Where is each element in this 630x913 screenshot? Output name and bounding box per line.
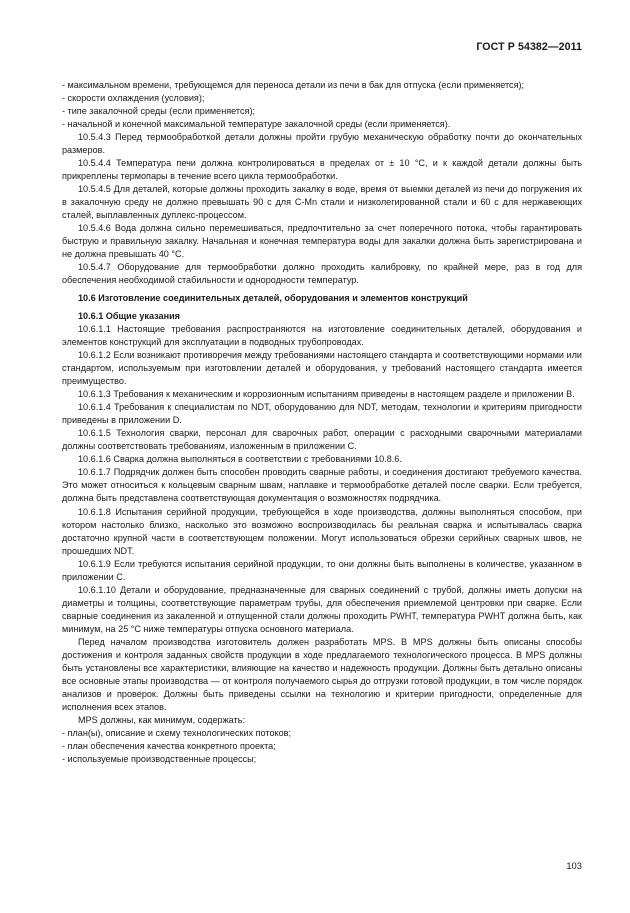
document-body xyxy=(62,79,582,766)
paragraph: 10.6.1.8 Испытания серийной продукции, требующейся в ходе производства, должны выполняться способом, при котором настолько близко, насколько это возможно воспроизводилась бы реальная сварка и испытывалась сварка достаточно крупной части в соответствующем положении. Могут использоваться обрезки серийных сварных швов, не прошедших NDT. xyxy=(62,506,582,556)
paragraph: 10.6.1.10 Детали и оборудование, предназначенные для сварных соединений с трубой, должны иметь допуски на диаметры и толщины, соответствующие параметрам трубы, для обеспечения приемлемой центровки при сварке. Если сварные соединения из закаленной и отпущенной стали должны проходить PWHT, температура PWHT должна быть, как минимум, на 25 °С ниже температуры отпуска основного материала. xyxy=(62,584,582,634)
paragraph: Перед началом производства изготовитель должен разработать MPS. В MPS должны быть описаны способы достижения и контроля заданных свойств продукции в ходе предлагаемого технологического процесса. В MPS должны быть установлены все характеристики, влияющие на качество и надежность продукции. Должны быть детально описаны все основные этапы производства — от контроля получаемого сырья до отгрузки готовой продукции, в том числе порядок анализов и проверок. Должны быть приведены ссылки на технологию и критерии пригодности, определенные для исполнения всех этапов. xyxy=(62,636,582,712)
paragraph: 10.5.4.5 Для деталей, которые должны проходить закалку в воде, время от выемки деталей из печи до погружения их в закалочную среду не должно превышать 90 с для C-Mn стали и низколегированной стали и 60 с для нержавеющих сталей, выплавленных дуплекс-процессом. xyxy=(62,184,582,221)
paragraph: 10.6.1.4 Требования к специалистам по NDT, оборудованию для NDT, методам, технологии и критериям пригодности приведены в приложении D. xyxy=(62,402,582,426)
list-item: - максимальном времени, требующемся для переноса детали из печи в бак для отпуска (если применяется); xyxy=(62,80,525,90)
list-item: - используемые производственные процессы; xyxy=(62,753,257,764)
list-item: - план обеспечения качества конкретного проекта; xyxy=(62,740,276,751)
paragraph: 10.6.1.1 Настоящие требования распространяются на изготовление соединительных деталей, оборудования и элементов конструкций для эксплуатации в подводных трубопроводах. xyxy=(62,324,582,348)
list-item: - план(ы), описание и схему технологических потоков; xyxy=(62,727,292,738)
page-number: 103 xyxy=(566,860,582,871)
paragraph: 10.6.1.2 Если возникают противоречия между требованиями настоящего стандарта и соответствующими нормами или стандартом, используемым при изготовлении деталей и оборудования, у требований настоящего стандарта имеется преимущество. xyxy=(62,350,582,387)
paragraph: 10.5.4.7 Оборудование для термообработки должно проходить калибровку, по крайней мере, раз в год для обеспечения необходимой стабильности и однородности температур. xyxy=(62,262,582,286)
paragraph: 10.5.4.4 Температура печи должна контролироваться в пределах от ± 10 °С, и к каждой детали должны быть прикреплены термопары в течение всего цикла термообработки. xyxy=(62,158,582,182)
document-code-header: ГОСТ Р 54382—2011 xyxy=(476,41,582,53)
paragraph: 10.6.1.7 Подрядчик должен быть способен проводить сварные работы, и соединения достигают требуемого качества. Это может относиться к кольцевым сварным швам, наплавке и термообработке деталей после сварки. Если требуется, должна быть представлена соответствующая документация о возможностях подрядчика. xyxy=(62,467,582,504)
list-item: - типе закалочной среды (если применяется); xyxy=(62,106,255,117)
list-item: - начальной и конечной максимальной температуре закалочной среды (если применяется). xyxy=(62,119,451,130)
subsection-heading: 10.6.1 Общие указания xyxy=(78,311,180,322)
paragraph: MPS должны, как минимум, содержать: xyxy=(78,714,245,725)
section-heading: 10.6 Изготовление соединительных деталей, оборудования и элементов конструкций xyxy=(78,293,468,304)
paragraph: 10.5.4.6 Вода должна сильно перемешиваться, предпочтительно за счет поперечного потока, чтобы гарантировать быструю и правильную закалку. Начальная и конечная температура воды для закалки должна быть зарегистрирована и не должна превышать 40 °С. xyxy=(62,223,582,260)
paragraph: 10.6.1.3 Требования к механическим и коррозионным испытаниям приведены в настоящем разделе и приложении В. xyxy=(78,389,575,400)
list-item: - скорости охлаждения (условия); xyxy=(62,93,205,104)
paragraph: 10.5.4.3 Перед термообработкой детали должны пройти грубую механическую обработку почти до окончательных размеров. xyxy=(62,132,582,156)
paragraph: 10.6.1.9 Если требуются испытания серийной продукции, то они должны быть выполнены в количестве, указанном в приложении С. xyxy=(62,558,582,582)
paragraph: 10.6.1.6 Сварка должна выполняться в соответствии с требованиями 10.8.6. xyxy=(78,454,402,465)
paragraph: 10.6.1.5 Технология сварки, персонал для сварочных работ, операции с расходными сварочными материалами должны соответствовать требованиям, изложенным в приложении С. xyxy=(62,428,582,452)
